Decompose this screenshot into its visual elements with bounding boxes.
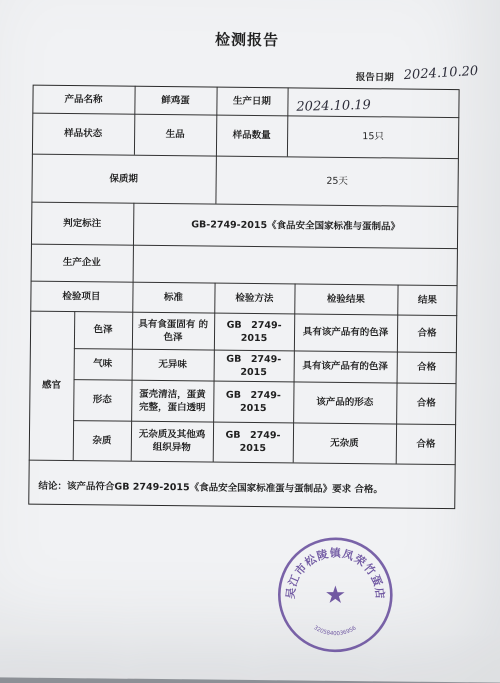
sample-state-value: 生品 [165, 129, 185, 141]
result-shape: 该产品的形态 [316, 396, 374, 409]
header-standard: 标准 [163, 291, 183, 303]
item-shape: 形态 [92, 394, 112, 406]
header-result: 检验结果 [326, 293, 365, 305]
shelf-life-value: 25天 [326, 175, 349, 187]
report-date-label: 报告日期 [355, 72, 394, 84]
conclusion-text: 结论：该产品符合GB 2749-2015《食品安全国家标准蛋与蛋制品》要求 合格。 [38, 480, 383, 496]
manufacturer-label: 生产企业 [62, 256, 101, 269]
company-seal-stamp [274, 533, 397, 656]
result-impurity: 无杂质 [330, 437, 359, 449]
sample-quantity-value: 15只 [362, 131, 384, 143]
report-date-handwritten: 2024.10.20 [403, 63, 479, 84]
sample-quantity-label: 样品数量 [232, 129, 271, 142]
header-inspection-item: 检验项目 [62, 290, 101, 302]
item-color: 色泽 [93, 324, 113, 336]
production-date-handwritten: 2024.10.19 [296, 97, 372, 115]
header-verdict: 结果 [417, 294, 437, 306]
standard-shape: 蛋壳清洁，蛋黄完整，蛋白透明 [138, 388, 206, 413]
shelf-life-label: 保质期 [109, 172, 138, 185]
verdict-odor: 合格 [417, 361, 437, 373]
verdict-shape: 合格 [416, 397, 436, 409]
product-name-label: 产品名称 [64, 93, 103, 105]
standard-color: 具有食蛋固有 的色泽 [138, 318, 209, 343]
judgement-standard-label: 判定标注 [63, 217, 102, 229]
method-shape: GB 2749-2015 [225, 389, 281, 414]
result-odor: 具有该产品有的色泽 [302, 360, 389, 373]
verdict-color: 合格 [417, 327, 437, 339]
seal-text: 吴江市松陵镇凤荣竹蛋店 [283, 546, 387, 601]
method-odor: GB 2749-2015 [226, 353, 282, 378]
method-impurity: GB 2749-2015 [225, 429, 281, 455]
manufacturer-value [133, 245, 458, 285]
method-color: GB 2749-2015 [226, 319, 282, 344]
sample-state-label: 样品状态 [64, 127, 103, 140]
report-title: 检测报告 [215, 30, 280, 50]
production-date-label: 生产日期 [232, 95, 272, 107]
result-color: 具有该产品有的色泽 [302, 326, 389, 339]
verdict-impurity: 合格 [416, 438, 436, 450]
svg-text:3205840036956 [312, 625, 358, 638]
item-impurity: 杂质 [92, 434, 112, 447]
sensory-group-label: 感官 [41, 379, 62, 391]
judgement-standard-value: GB-2749-2015《食品安全国家标准与蛋制品》 [191, 218, 401, 233]
standard-odor: 无异味 [158, 358, 188, 371]
product-name-value: 鲜鸡蛋 [161, 94, 190, 106]
seal-code: 3205840036956 [312, 625, 358, 638]
standard-impurity: 无杂质及其他鸡组织异物 [138, 428, 206, 454]
item-odor: 气味 [93, 358, 113, 370]
star-icon: ★ [324, 580, 347, 609]
header-method: 检验方法 [235, 292, 274, 304]
